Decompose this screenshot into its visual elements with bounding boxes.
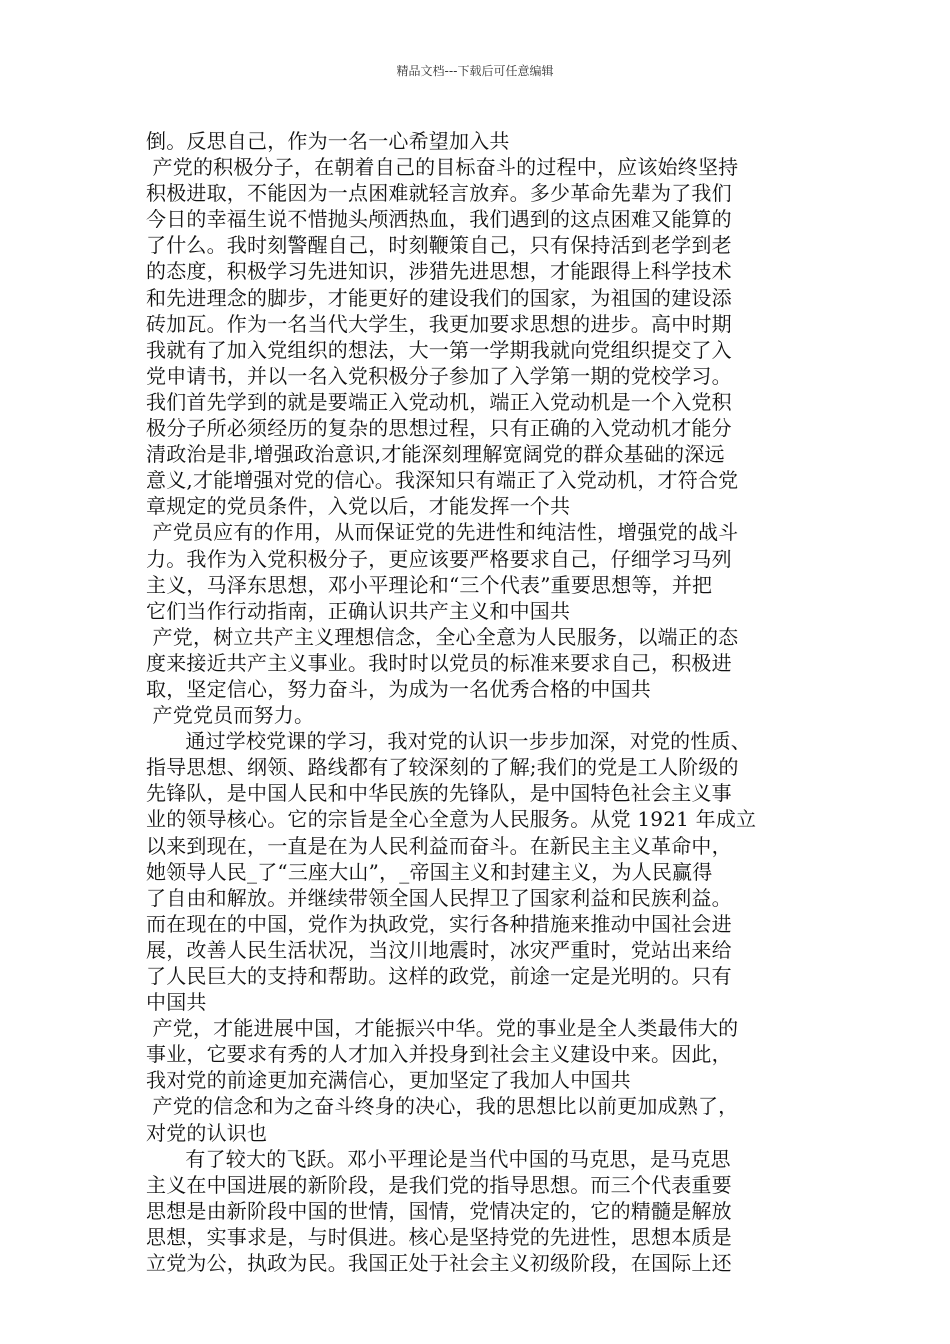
text-line: 积极进取，不能因为一点困难就轻言放弃。多少革命先辈为了我们 <box>146 181 732 206</box>
text-line: 的态度，积极学习先进知识，涉猎先进思想，才能跟得上科学技术 <box>146 259 732 284</box>
text-line: 展，改善人民生活状况，当汶川地震时，冰灾严重时，党站出来给 <box>146 937 732 962</box>
text-line: 她领导人民_了“三座大山”，_帝国主义和封建主义，为人民赢得 <box>146 859 713 884</box>
text-line: 产党员应有的作用，从而保证党的先进性和纯洁性，增强党的战斗 <box>146 520 739 545</box>
text-line: 极分子所必须经历的复杂的思想过程，只有正确的入党动机才能分 <box>146 416 732 441</box>
body-text <box>146 128 826 1276</box>
text-line: 产党，树立共产主义理想信念，全心全意为人民服务，以端正的态 <box>146 624 739 649</box>
text-line: 产党的信念和为之奋斗终身的决心，我的思想比以前更加成熟了， <box>146 1094 739 1119</box>
text-line: 党申请书，并以一名入党积极分子参加了入学第一期的党校学习。 <box>146 363 732 388</box>
text-line: 主义，马泽东思想，邓小平理论和“三个代表”重要思想等，并把 <box>146 572 713 597</box>
text-line: 产党的积极分子，在朝着自己的目标奋斗的过程中，应该始终坚持 <box>146 155 739 180</box>
text-line: 通过学校党课的学习，我对党的认识一步步加深，对党的性质、 <box>146 729 751 754</box>
text-line: 对党的认识也 <box>146 1120 268 1145</box>
text-line: 主义在中国进展的新阶段，是我们党的指导思想。而三个代表重要 <box>146 1172 732 1197</box>
text-line: 事业，它要求有秀的人才加入并投身到社会主义建设中来。因此， <box>146 1042 732 1067</box>
text-line: 先锋队，是中国人民和中华民族的先锋队，是中国特色社会主义事 <box>146 781 732 806</box>
text-line: 章规定的党员条件，入党以后，才能发挥一个共 <box>146 494 571 519</box>
text-line: 了人民巨大的支持和帮助。这样的政党，前途一定是光明的。只有 <box>146 964 732 988</box>
text-line: 了自由和解放。并继续带领全国人民捍卫了国家利益和民族利益。 <box>146 885 732 910</box>
text-line: 而在现在的中国，党作为执政党，实行各种措施来推动中国社会进 <box>146 911 732 936</box>
text-line: 意义,才能增强对党的信心。我深知只有端正了入党动机，才符合党 <box>146 468 739 493</box>
text-line: 取，坚定信心，努力奋斗，为成为一名优秀合格的中国共 <box>146 676 651 701</box>
text-line: 中国共 <box>146 990 207 1015</box>
page-header: 精品文档---下载后可任意编辑 <box>396 64 554 78</box>
text-line: 思想，实事求是，与时俱进。核心是坚持党的先进性，思想本质是 <box>146 1224 732 1249</box>
text-line: 砖加瓦。作为一名当代大学生，我更加要求思想的进步。高中时期 <box>146 311 732 336</box>
text-line: 业的领导核心。它的宗旨是全心全意为人民服务。从党 1921 年成立 <box>146 807 757 832</box>
text-line: 产党，才能进展中国，才能振兴中华。党的事业是全人类最伟大的 <box>146 1016 739 1041</box>
text-line: 力。我作为入党积极分子，更应该要严格要求自己，仔细学习马列 <box>146 546 732 571</box>
text-line: 思想是由新阶段中国的世情，国情，党情决定的，它的精髓是解放 <box>146 1198 732 1223</box>
text-line: 产党党员而努力。 <box>146 703 315 728</box>
text-line: 我对党的前途更加充满信心，更加坚定了我加人中国共 <box>146 1068 631 1093</box>
text-line: 我就有了加入党组织的想法，大一第一学期我就向党组织提交了入 <box>146 337 732 362</box>
text-line: 有了较大的飞跃。邓小平理论是当代中国的马克思，是马克思 <box>146 1146 731 1171</box>
text-line: 我们首先学到的就是要端正入党动机，端正入党动机是一个入党积 <box>146 389 732 414</box>
text-line: 倒。反思自己，作为一名一心希望加入共 <box>146 129 510 153</box>
text-line: 清政治是非,增强政治意识,才能深刻理解宽阔党的群众基础的深远 <box>146 442 725 467</box>
text-line: 指导思想、纲领、路线都有了较深刻的了解;我们的党是工人阶级的 <box>146 755 739 780</box>
text-line: 今日的幸福生说不惜抛头颅洒热血，我们遇到的这点困难又能算的 <box>146 207 732 232</box>
text-line: 和先进理念的脚步，才能更好的建设我们的国家，为祖国的建设添 <box>146 285 732 310</box>
text-line: 它们当作行动指南，正确认识共产主义和中国共 <box>146 598 571 623</box>
text-line: 度来接近共产主义事业。我时时以党员的标准来要求自己，积极进 <box>146 650 732 675</box>
text-line: 以来到现在，一直是在为人民利益而奋斗。在新民主主义革命中， <box>146 833 732 858</box>
text-line: 立党为公，执政为民。我国正处于社会主义初级阶段，在国际上还 <box>146 1251 732 1276</box>
text-line: 了什么。我时刻警醒自己，时刻鞭策自己，只有保持活到老学到老 <box>146 233 732 258</box>
